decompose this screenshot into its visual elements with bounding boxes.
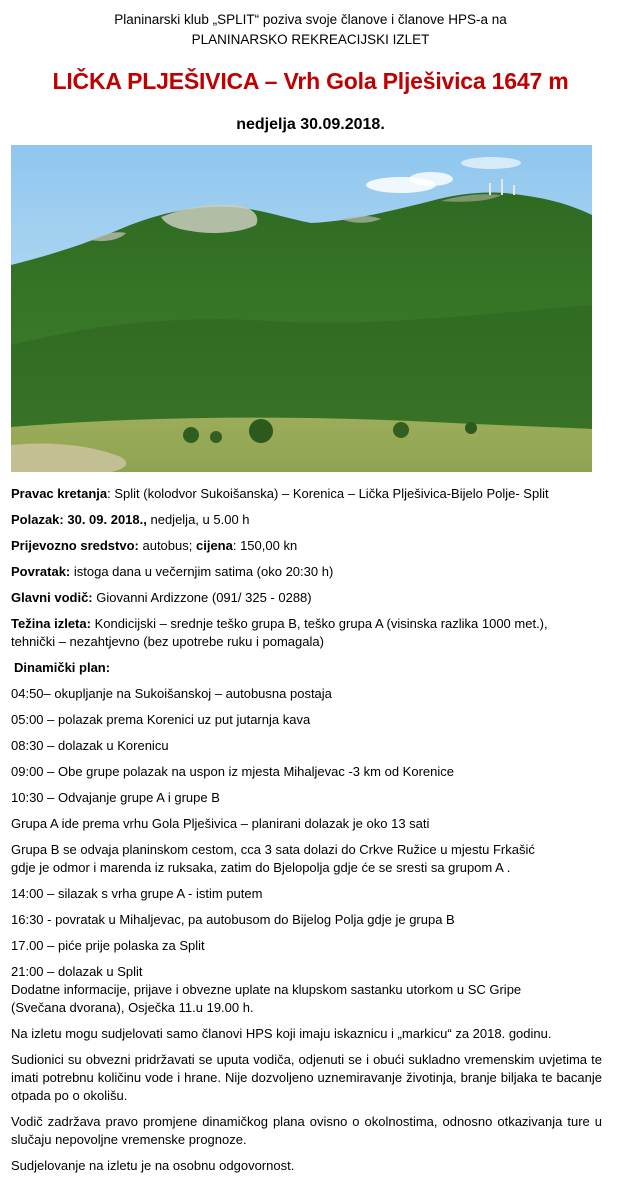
plan-heading-text: Dinamički plan: <box>14 660 111 675</box>
return-label: Povratak: <box>11 564 71 579</box>
guide-value: Giovanni Ardizzone (091/ 325 - 0288) <box>92 590 312 605</box>
difficulty-label: Težina izleta: <box>11 616 91 631</box>
transport-value: autobus; <box>138 538 196 553</box>
return-value: istoga dana u večernjim satima (oko 20:30 h) <box>70 564 334 579</box>
departure-label: Polazak: 30. 09. 2018., <box>11 512 147 527</box>
info-line-1: Dodatne informacije, prijave i obvezne uplate na klupskom sastanku utorkom u SC Gripe <box>11 982 522 997</box>
plan-item: 10:30 – Odvajanje grupe A i grupe B <box>11 790 220 805</box>
difficulty-value: Kondicijski – srednje teško grupa B, teško grupa A (visinska razlika 1000 met.), <box>90 616 548 631</box>
plan-item: 16:30 - povratak u Mihaljevac, pa autobusom do Bijelog Polja gdje je grupa B <box>11 912 455 927</box>
return-line <box>11 563 601 581</box>
route-line <box>11 485 601 503</box>
info-line-2: (Svečana dvorana), Osječka 11.u 19.00 h. <box>11 1000 254 1015</box>
plan-item: 21:00 – dolazak u Split <box>11 964 143 979</box>
plan-item: 05:00 – polazak prema Korenici uz put jutarnja kava <box>11 712 311 727</box>
invitation-intro <box>0 10 621 50</box>
intro-line-2: PLANINARSKO REKREACIJSKI IZLET <box>191 32 430 47</box>
plan-item: Grupa B se odvaja planinskom cestom, cca 3 sata dolazi do Crkve Ružice u mjestu Frkašić <box>11 842 535 857</box>
plan-item: 09:00 – Obe grupe polazak na uspon iz mjesta Mihaljevac -3 km od Korenice <box>11 764 454 779</box>
plan-item: 04:50– okupljanje na Sukoišanskoj – autobusna postaja <box>11 686 332 701</box>
route-value: : Split (kolodvor Sukoišanska) – Korenica – Lička Plješivica-Bijelo Polje- Split <box>107 486 549 501</box>
departure-value: nedjelja, u 5.00 h <box>146 512 250 527</box>
page-title: LIČKA PLJEŠIVICA – Vrh Gola Plješivica 1647 m <box>52 68 569 94</box>
leader-note: Vodič zadržava pravo promjene dinamičkog plana ovisno o okolnostima, odnosno otkazivanja ture u slučaju nepovoljne vremenske prognoze. <box>11 1114 602 1147</box>
route-label: Pravac kretanja <box>11 486 108 501</box>
price-value: : 150,00 kn <box>232 538 298 553</box>
difficulty-line <box>11 615 601 633</box>
guide-label: Glavni vodič: <box>11 590 93 605</box>
difficulty-line-2: tehnički – nezahtjevno (bez upotrebe ruku i pomagala) <box>11 634 324 649</box>
intro-line-1: Planinarski klub „SPLIT“ poziva svoje članove i članove HPS-a na <box>114 12 507 27</box>
mountain-photo <box>11 145 592 472</box>
plan-item: 14:00 – silazak s vrha grupe A - istim putem <box>11 886 263 901</box>
responsibility-note: Sudjelovanje na izletu je na osobnu odgovornost. <box>11 1158 295 1173</box>
plan-item: 17.00 – piće prije polaska za Split <box>11 938 205 953</box>
members-note: Na izletu mogu sudjelovati samo članovi HPS koji imaju iskaznicu i „markicu“ za 2018. godinu. <box>11 1026 552 1041</box>
plan-item: 08:30 – dolazak u Korenicu <box>11 738 169 753</box>
transport-label: Prijevozno sredstvo: <box>11 538 139 553</box>
event-date: nedjelja 30.09.2018. <box>236 116 385 133</box>
plan-heading <box>14 659 604 677</box>
rules-note: Sudionici su obvezni pridržavati se uputa vodiča, odjenuti se i obući sukladno vremenskim uvjetima te imati potrebnu količinu vode i hrane. Nije dozvoljeno uznemiravanje životinja, branje biljaka te bacanje otpada po o okolišu. <box>11 1052 602 1103</box>
guide-line <box>11 589 601 607</box>
plan-item: Grupa A ide prema vrhu Gola Plješivica – planirani dolazak je oko 13 sati <box>11 816 430 831</box>
transport-line <box>11 537 601 555</box>
departure-line <box>11 511 601 529</box>
plan-item: gdje je odmor i marenda iz ruksaka, zatim do Bjelopolja gdje će se sresti sa grupom A . <box>11 860 511 875</box>
price-label: cijena <box>195 538 233 553</box>
